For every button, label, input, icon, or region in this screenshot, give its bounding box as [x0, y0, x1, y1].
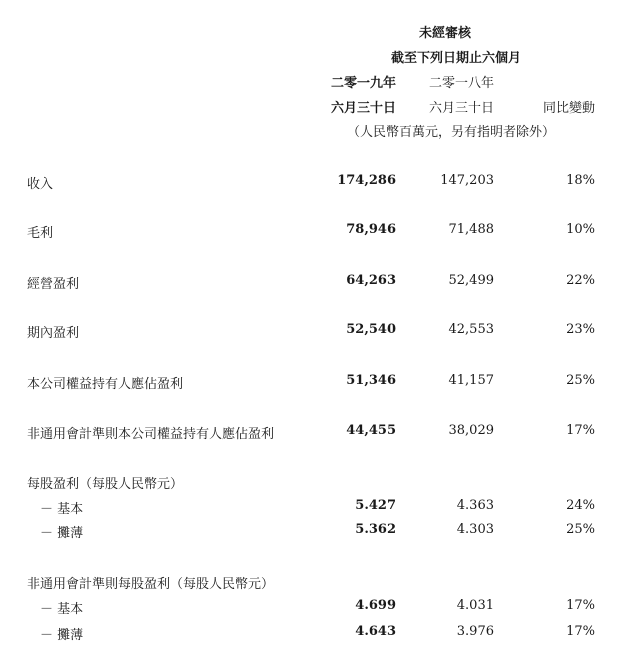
yoy-change: 17% [566, 598, 595, 613]
value-2019: 78,946 [346, 222, 396, 237]
yoy-change: 25% [566, 522, 595, 537]
value-2018: 147,203 [440, 173, 494, 188]
value-2018: 4.031 [456, 598, 494, 613]
date-2019-heading: 六月三十日 [330, 101, 396, 116]
row-label: 收入 [27, 177, 54, 192]
yoy-change: 17% [566, 624, 595, 639]
unit-note: （人民幣百萬元，另有指明者除外） [346, 125, 555, 140]
yoy-heading: 同比變動 [542, 101, 595, 116]
row-label: 毛利 [27, 226, 54, 241]
value-2019: 51,346 [346, 373, 396, 388]
row-label: 經營盈利 [27, 277, 80, 292]
yoy-change: 24% [566, 498, 595, 513]
value-2019: 4.643 [355, 624, 396, 639]
yoy-change: 25% [566, 373, 595, 388]
non-gaap-eps-title: 非通用會計準則每股盈利（每股人民幣元） [27, 577, 275, 592]
row-label: － 基本 [40, 502, 84, 517]
yoy-change: 10% [566, 222, 595, 237]
period-heading: 截至下列日期止六個月 [390, 51, 521, 66]
unaudited-heading: 未經審核 [418, 26, 471, 41]
row-label: － 攤薄 [40, 628, 84, 643]
value-2019: 5.362 [355, 522, 396, 537]
value-2018: 41,157 [448, 373, 494, 388]
value-2018: 4.303 [456, 522, 494, 537]
row-label: 本公司權益持有人應佔盈利 [27, 377, 184, 392]
year-2019-heading: 二零一九年 [330, 76, 396, 91]
value-2018: 52,499 [448, 273, 494, 288]
value-2019: 44,455 [346, 423, 396, 438]
value-2018: 38,029 [448, 423, 494, 438]
yoy-change: 17% [566, 423, 595, 438]
value-2019: 52,540 [346, 322, 396, 337]
value-2018: 3.976 [456, 624, 494, 639]
value-2018: 71,488 [448, 222, 494, 237]
year-2018-heading: 二零一八年 [428, 76, 494, 91]
row-label: 非通用會計準則本公司權益持有人應佔盈利 [27, 427, 275, 442]
yoy-change: 22% [566, 273, 595, 288]
value-2018: 42,553 [448, 322, 494, 337]
value-2018: 4.363 [456, 498, 494, 513]
value-2019: 5.427 [355, 498, 396, 513]
yoy-change: 18% [566, 173, 595, 188]
date-2018-heading: 六月三十日 [428, 101, 494, 116]
value-2019: 174,286 [337, 173, 396, 188]
row-label: 期內盈利 [27, 326, 80, 341]
yoy-change: 23% [566, 322, 595, 337]
value-2019: 4.699 [355, 598, 396, 613]
eps-title: 每股盈利（每股人民幣元） [27, 477, 184, 492]
value-2019: 64,263 [346, 273, 396, 288]
row-label: － 基本 [40, 602, 84, 617]
row-label: － 攤薄 [40, 526, 84, 541]
